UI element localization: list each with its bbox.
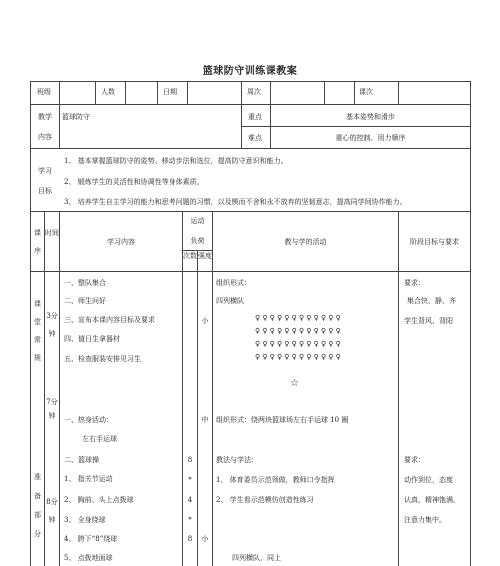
prep-count: 8 [187, 535, 193, 543]
prep-activity: 教法与学法： [216, 456, 258, 464]
goal-item: 2、 锻炼学生的灵活性和协调性等身体素质。 [64, 178, 204, 186]
teacher-star-icon: ☆ [290, 378, 299, 389]
col-header-time: 时间 [45, 229, 59, 237]
routine-target: 集合快、静、齐 [407, 297, 456, 305]
col-header-intensity: 强度 [198, 252, 212, 260]
week-value[interactable] [273, 88, 321, 97]
col-line [241, 81, 242, 148]
prep-time-warmup: 7分钟 [46, 398, 58, 420]
prep-target: 注意力集中。 [404, 516, 446, 524]
key-point-value: 基本姿势和滑步 [346, 113, 395, 121]
col-header-load-line-1: 运动 [190, 217, 205, 225]
prep-target: 要求： [404, 456, 425, 464]
col-line [157, 81, 158, 104]
routine-intensity: 小 [201, 317, 209, 325]
content-label-line-2: 内容 [38, 133, 52, 141]
col-line [95, 81, 96, 104]
col-line [125, 81, 126, 104]
col-header-content: 学习内容 [107, 238, 135, 246]
routine-item: 五、检查服装安排见习生 [64, 355, 141, 363]
count-label: 人数 [101, 88, 115, 96]
routine-target: 学生背风、背阳 [404, 317, 453, 325]
formation-row: ♀♀♀♀♀♀♀♀♀♀♀♀ [255, 353, 343, 361]
class-label: 班级 [37, 88, 51, 96]
prep-count: * [188, 516, 192, 524]
prep-item: 2、 胸前、头上点拨球 [64, 496, 134, 504]
date-label: 日期 [163, 88, 177, 96]
prep-time-drills: 8分钟 [46, 498, 58, 524]
date-value[interactable] [190, 88, 238, 97]
prep-activity: 1、 体育委员示范领做，教师口令指挥 [216, 476, 335, 484]
class-value[interactable] [62, 88, 92, 97]
prep-target: 动作到位，态度 [404, 476, 453, 484]
count-value[interactable] [128, 88, 154, 97]
routine-activity: 组织形式： [216, 279, 251, 287]
col-line [59, 81, 60, 148]
routine-item: 一、整队集合 [64, 279, 106, 287]
difficulty-label: 难点 [248, 134, 262, 142]
col-line [187, 81, 188, 104]
row-line [30, 104, 471, 105]
prep-item: 二、篮球操 [64, 456, 99, 464]
routine-activity: 四列横队 [216, 297, 244, 305]
routine-order: 课堂常规 [34, 300, 41, 362]
key-point-label: 重点 [248, 113, 262, 121]
row-line [30, 148, 471, 149]
prep-item: 3、 全身绕球 [64, 516, 106, 524]
content-value: 篮球防守 [62, 113, 90, 121]
document-title: 篮球防守训练课教案 [202, 66, 298, 77]
col-line [354, 81, 355, 104]
routine-time: 3分钟 [46, 312, 58, 338]
difficulty-value: 重心的控制、用力顺序 [335, 134, 406, 142]
table-border-top [30, 81, 471, 82]
prep-item: 1、 指关节运动 [64, 475, 113, 483]
prep-target: 认真，精神饱满， [404, 496, 460, 504]
prep-item: 4、 胯下“8”绕球 [64, 535, 118, 543]
table-border-right [470, 81, 471, 566]
col-line [59, 211, 60, 566]
routine-item: 二、师生问好 [64, 297, 106, 305]
prep-order: 准备部分 [34, 473, 41, 538]
row-line [30, 271, 471, 272]
prep-intensity-warmup: 中 [201, 416, 209, 424]
prep-count: 4 [187, 496, 193, 504]
prep-activity: 2、 学生看示范模仿创造性练习 [216, 496, 314, 504]
lesson-label: 课次 [359, 88, 373, 96]
col-header-order: 课序 [34, 229, 41, 255]
routine-item: 三、宣布本课内容目标及要求 [64, 316, 155, 324]
col-line [197, 250, 198, 566]
col-line [398, 211, 399, 566]
prep-activity: 组织形式：绕两块篮球场左右手运球 10 圈 [216, 416, 349, 424]
formation-row: ♀♀♀♀♀♀♀♀♀♀♀♀ [255, 340, 343, 348]
row-line [241, 126, 471, 127]
content-label-line-1: 教学 [38, 113, 52, 121]
col-header-load-line-2: 负荷 [190, 237, 205, 245]
lesson-value[interactable] [401, 88, 467, 97]
goal-item: 1、 基本掌握篮球防守的姿势、移动步法和选位，提高防守意识和能力。 [64, 157, 288, 165]
routine-item: 四、值日生拿器材 [64, 335, 120, 343]
col-line [398, 81, 399, 104]
prep-intensity-drills: 小 [201, 535, 209, 543]
routine-target: 要求： [404, 279, 425, 287]
col-line [324, 81, 325, 104]
col-header-activity: 教与学的活动 [284, 238, 327, 246]
col-line [212, 211, 213, 566]
goals-label-line-1: 学习 [38, 167, 52, 175]
prep-item: 5、 点拨地面球 [64, 554, 113, 562]
prep-count: 8 [187, 456, 193, 464]
col-line [182, 211, 183, 566]
prep-item: 左右手运球 [82, 435, 117, 443]
col-header-count: 次数 [183, 252, 197, 260]
prep-item: 一、热身活动： [64, 416, 113, 424]
goal-item: 3、 培养学生自主学习的能力和思考问题的习惯，以及锲而不舍和永不放弃的坚韧意志，提高同学间协作能力。 [64, 198, 407, 206]
row-line [30, 211, 471, 212]
prep-activity: 四列横队，同上 [232, 554, 281, 562]
col-header-target: 阶段目标与要求 [410, 238, 459, 246]
formation-row: ♀♀♀♀♀♀♀♀♀♀♀♀ [255, 314, 343, 322]
prep-count: * [188, 476, 192, 484]
goals-label-line-2: 目标 [38, 187, 52, 195]
formation-row: ♀♀♀♀♀♀♀♀♀♀♀♀ [255, 327, 343, 335]
week-label: 周次 [247, 88, 261, 96]
